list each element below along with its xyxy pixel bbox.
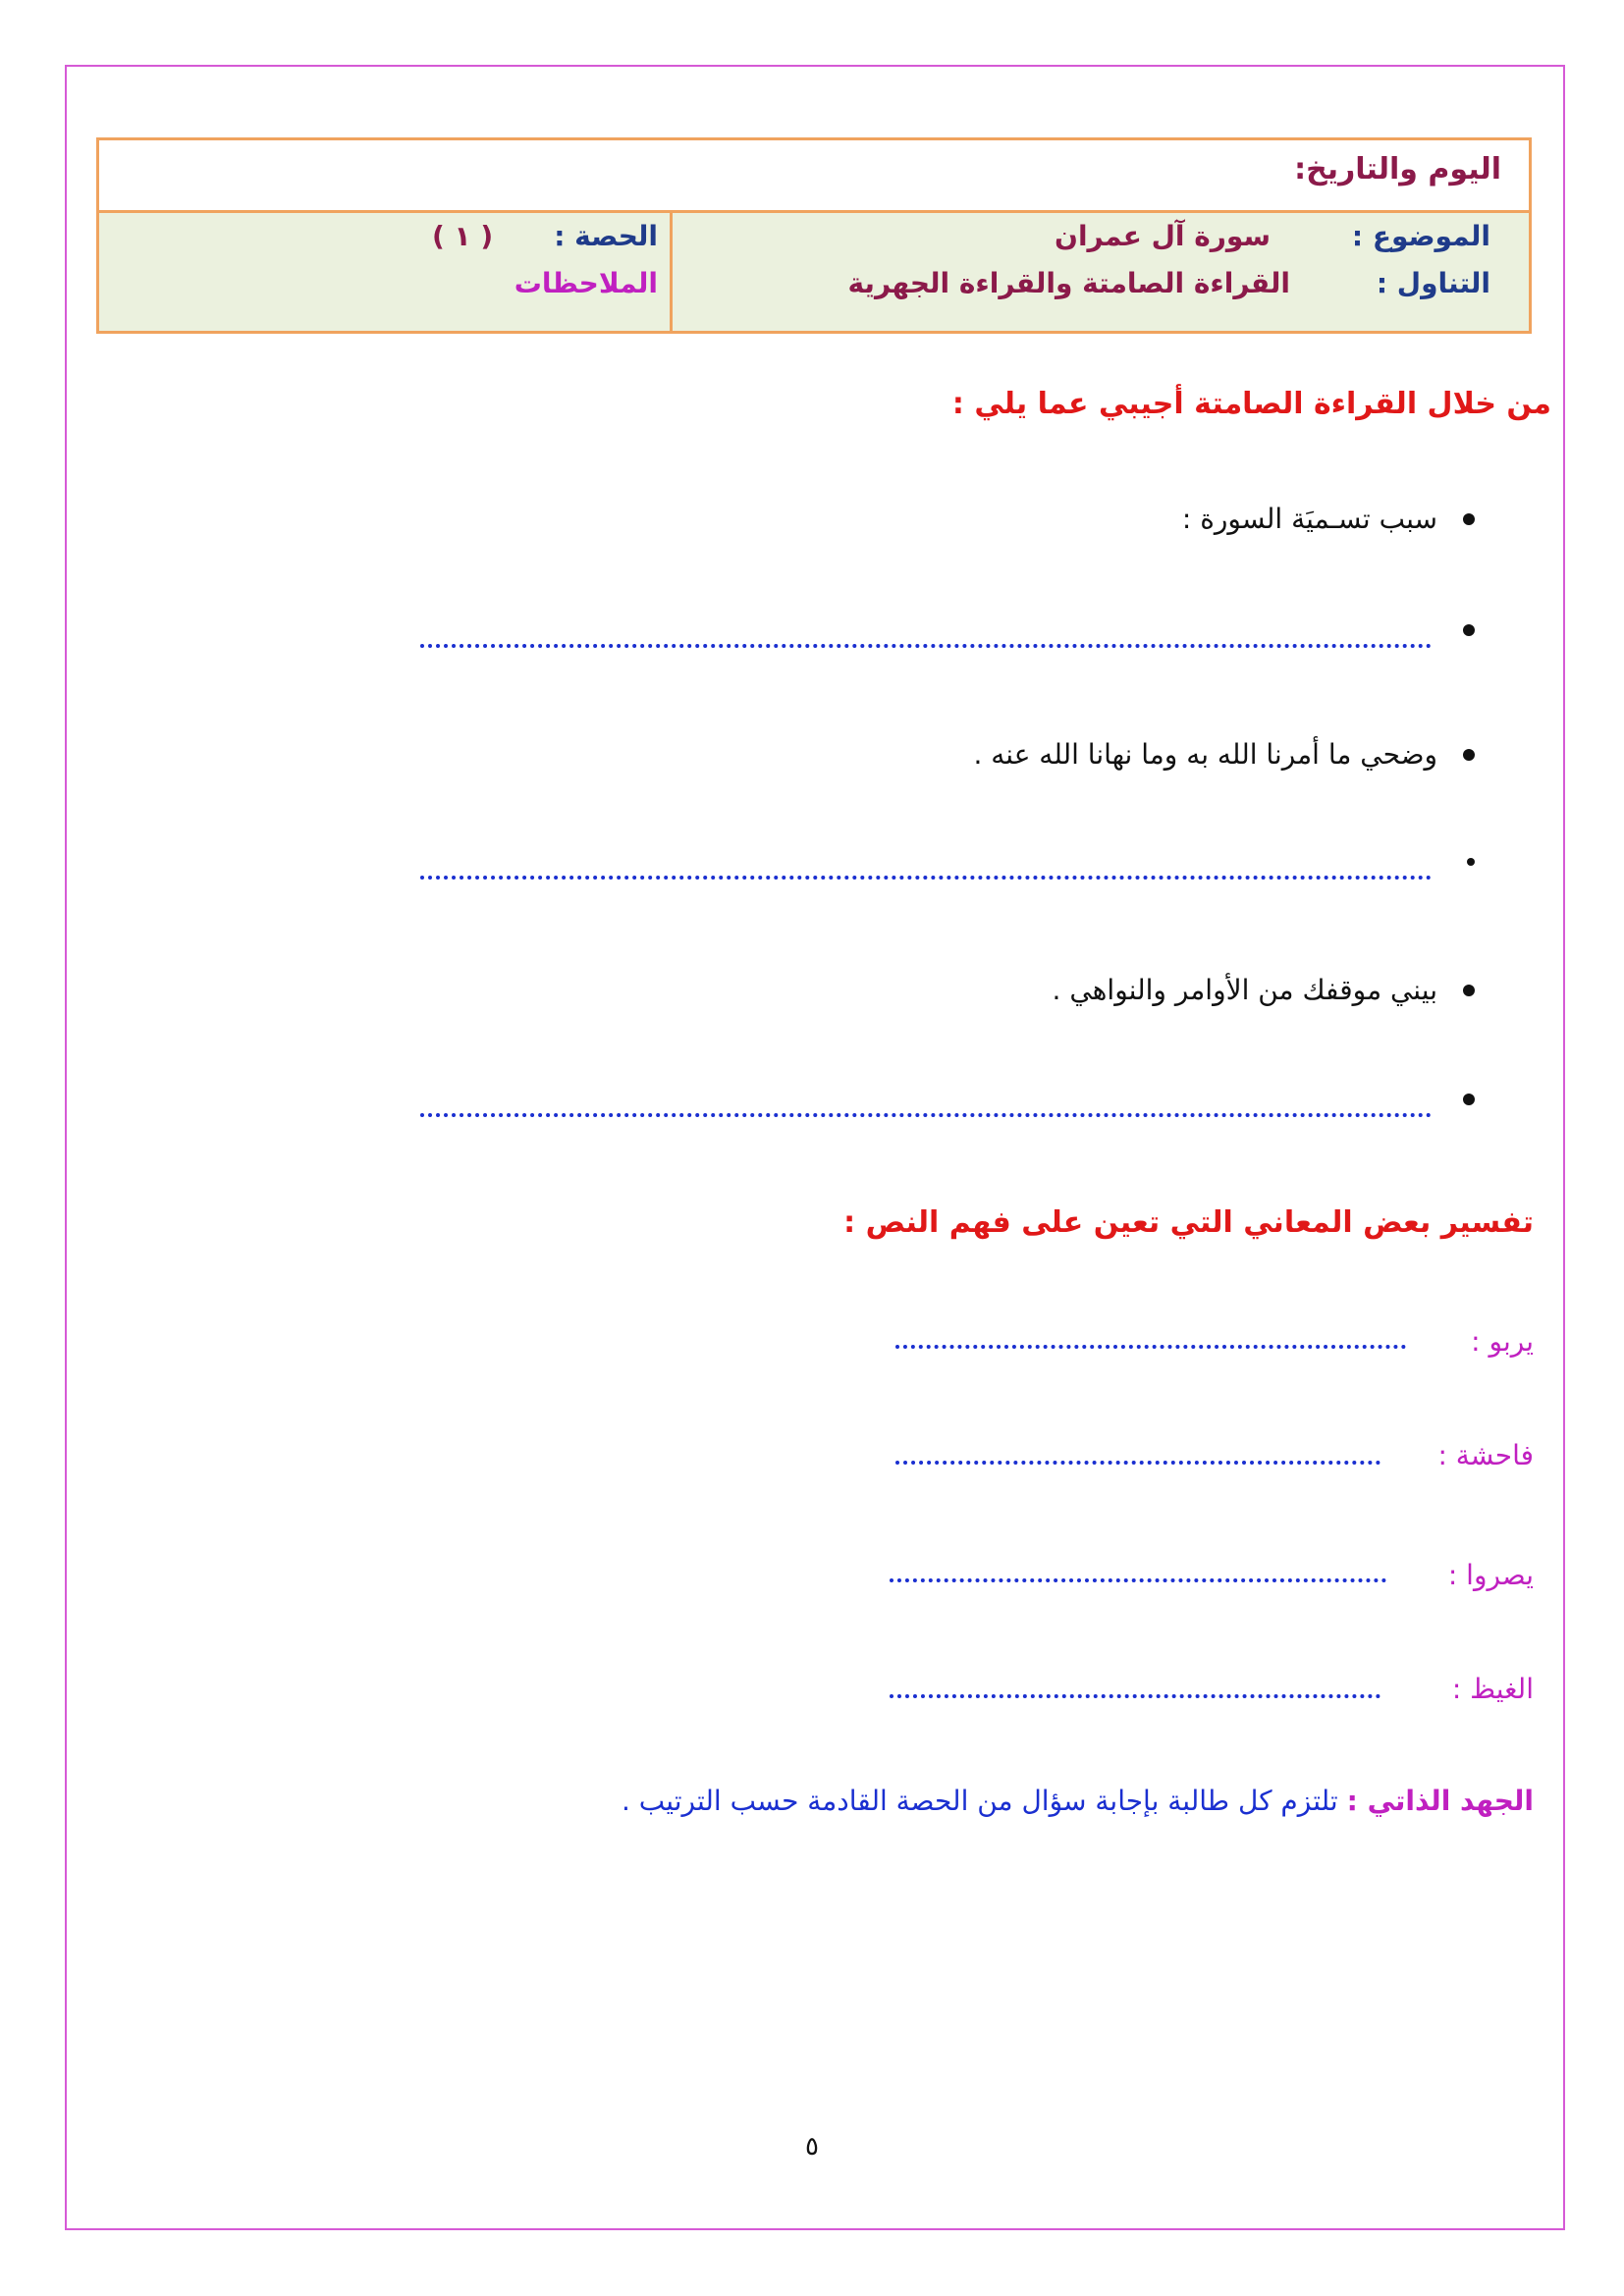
date-label: اليوم والتاريخ:: [1294, 152, 1501, 187]
vocab-answer-3[interactable]: [890, 1578, 1386, 1582]
section2-heading: تفسير بعض المعاني التي تعين على فهم النص :: [843, 1205, 1534, 1240]
question-3-text: بيني موقفك من الأوامر والنواهي .: [1052, 974, 1437, 1006]
question-2: [973, 738, 1475, 771]
vocab-word-1: يربو :: [1471, 1325, 1534, 1358]
answer-3-line[interactable]: [420, 1113, 1432, 1117]
period-label: الحصة :: [554, 220, 658, 252]
vocab-answer-1[interactable]: [895, 1345, 1406, 1349]
info-row: [96, 210, 1532, 334]
answer-1-line[interactable]: [420, 644, 1432, 648]
info-divider: [670, 210, 673, 334]
section1-heading: من خلال القراءة الصامتة أجيبي عما يلي :: [951, 387, 1551, 421]
bullet-icon: [1463, 749, 1475, 761]
vocab-answer-2[interactable]: [895, 1461, 1380, 1465]
answer-2-line[interactable]: [420, 876, 1432, 880]
topic-value: سورة آل عمران: [1055, 220, 1271, 252]
bullet-icon: [1467, 858, 1475, 866]
vocab-answer-4[interactable]: [890, 1694, 1380, 1698]
bullet-icon: [1463, 513, 1475, 525]
vocab-word-4: الغيظ :: [1451, 1673, 1534, 1705]
vocab-word-3: يصروا :: [1447, 1559, 1534, 1591]
self-effort-text: تلتزم كل طالبة بإجابة سؤال من الحصة القادمة حسب الترتيب .: [621, 1785, 1338, 1817]
question-1: [1182, 503, 1475, 535]
period-value: ( ١ ): [432, 220, 494, 252]
topic-label: الموضوع :: [1351, 220, 1490, 252]
page-number: ٥: [805, 2132, 819, 2162]
answer-3[interactable]: [1437, 1094, 1475, 1105]
bullet-icon: [1463, 624, 1475, 636]
coverage-value: القراءة الصامتة والقراءة الجهرية: [847, 267, 1290, 299]
vocab-word-2: فاحشة :: [1437, 1439, 1534, 1471]
answer-2[interactable]: [1441, 858, 1475, 866]
question-3: [1053, 974, 1475, 1006]
bullet-icon: [1463, 985, 1475, 996]
question-2-text: وضحي ما أمرنا الله به وما نهانا الله عنه .: [973, 738, 1437, 771]
bullet-icon: [1463, 1094, 1475, 1105]
self-effort-note: [622, 1785, 1534, 1817]
date-row: [96, 137, 1532, 210]
answer-1[interactable]: [1437, 624, 1475, 636]
coverage-label: التناول :: [1376, 267, 1490, 299]
question-1-text: سبب تسـميَة السورة :: [1181, 503, 1437, 535]
self-effort-label: الجهد الذاتي :: [1346, 1785, 1534, 1817]
notes-label: الملاحظات: [514, 267, 658, 299]
